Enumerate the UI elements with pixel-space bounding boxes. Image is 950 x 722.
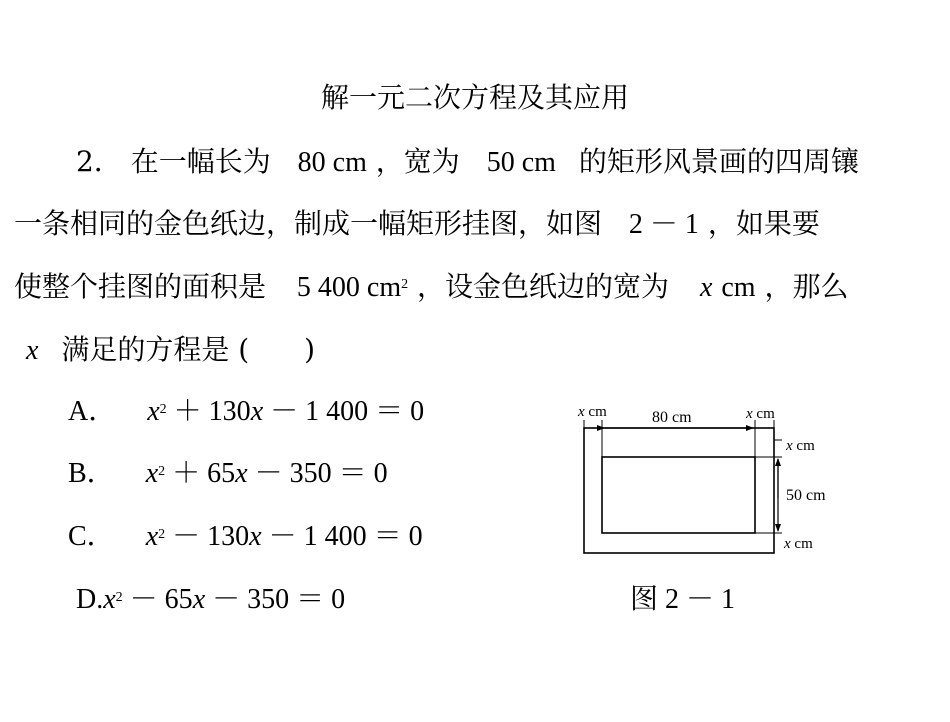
variable-x: x — [249, 521, 262, 552]
problem-line-4 — [26, 330, 315, 371]
option-term: － 1 400 ＝ 0 — [263, 396, 425, 427]
area-value: 5 400 cm — [296, 272, 402, 303]
area-exponent: 2 — [401, 277, 409, 292]
unit-cm: cm — [721, 272, 756, 303]
variable-x: x — [26, 335, 39, 366]
problem-line-3 — [14, 267, 848, 308]
option-c[interactable] — [68, 517, 423, 557]
option-term: － 65 — [122, 584, 193, 615]
variable-x: x — [147, 396, 160, 427]
problem-number: 2． — [76, 145, 122, 178]
option-a[interactable] — [68, 392, 424, 432]
figure-caption: 图 2 － 1 — [630, 584, 736, 615]
problem-text: 的矩形风景画的四周镶 — [578, 145, 859, 178]
option-term: － 1 400 ＝ 0 — [261, 521, 423, 552]
variable-x: x — [103, 584, 116, 615]
option-label: A． — [68, 396, 117, 427]
option-b[interactable] — [68, 454, 388, 494]
label-80cm: 80 cm — [652, 409, 692, 426]
length-value: 80 cm — [297, 147, 367, 178]
figure-2-1 — [560, 398, 860, 568]
option-d[interactable] — [76, 580, 345, 620]
label-xcm-top-right: x cm — [786, 438, 815, 454]
problem-text: 在一幅长为 — [130, 145, 271, 178]
outer-frame — [584, 428, 774, 553]
inner-picture — [602, 457, 755, 533]
variable-x: x — [699, 272, 713, 303]
variable-x: x — [235, 458, 248, 489]
variable-x: x — [192, 584, 206, 615]
problem-line-1 — [76, 142, 859, 183]
label-xcm-right: x cm — [746, 406, 775, 422]
label-xcm-bottom-right: x cm — [784, 536, 813, 552]
problem-text: 使整个挂图的面积是 — [14, 270, 267, 303]
page-title: 解一元二次方程及其应用 — [320, 81, 629, 114]
figure-ref: 2 － 1 — [628, 209, 699, 240]
option-term: － 350 ＝ 0 — [205, 584, 346, 615]
problem-text: ，宽为 — [375, 145, 460, 178]
problem-text: ，如果要 — [707, 207, 820, 240]
option-term: － 130 — [165, 521, 250, 552]
option-label: B． — [68, 458, 115, 489]
problem-text: 满足的方程是 ( — [61, 333, 250, 366]
problem-text: ，设金色纸边的宽为 — [417, 270, 670, 303]
exponent: 2 — [158, 527, 166, 542]
variable-x: x — [145, 521, 159, 552]
exponent: 2 — [159, 402, 167, 417]
exponent: 2 — [115, 590, 123, 605]
label-xcm-left: x cm — [578, 404, 607, 420]
problem-text: ) — [304, 333, 316, 366]
option-label: D. — [76, 584, 104, 615]
option-term: － 350 ＝ 0 — [247, 458, 388, 489]
variable-x: x — [145, 458, 159, 489]
problem-line-2 — [14, 204, 820, 245]
problem-text: 一条相同的金色纸边，制成一幅矩形挂图，如图 — [14, 207, 603, 240]
exponent: 2 — [158, 464, 166, 479]
option-term: ＋ 65 — [165, 458, 236, 489]
problem-text: ，那么 — [764, 270, 849, 303]
width-value: 50 cm — [486, 147, 556, 178]
option-label: C． — [68, 521, 115, 552]
label-50cm: 50 cm — [786, 487, 826, 504]
variable-x: x — [250, 396, 264, 427]
option-term: ＋ 130 — [166, 396, 251, 427]
